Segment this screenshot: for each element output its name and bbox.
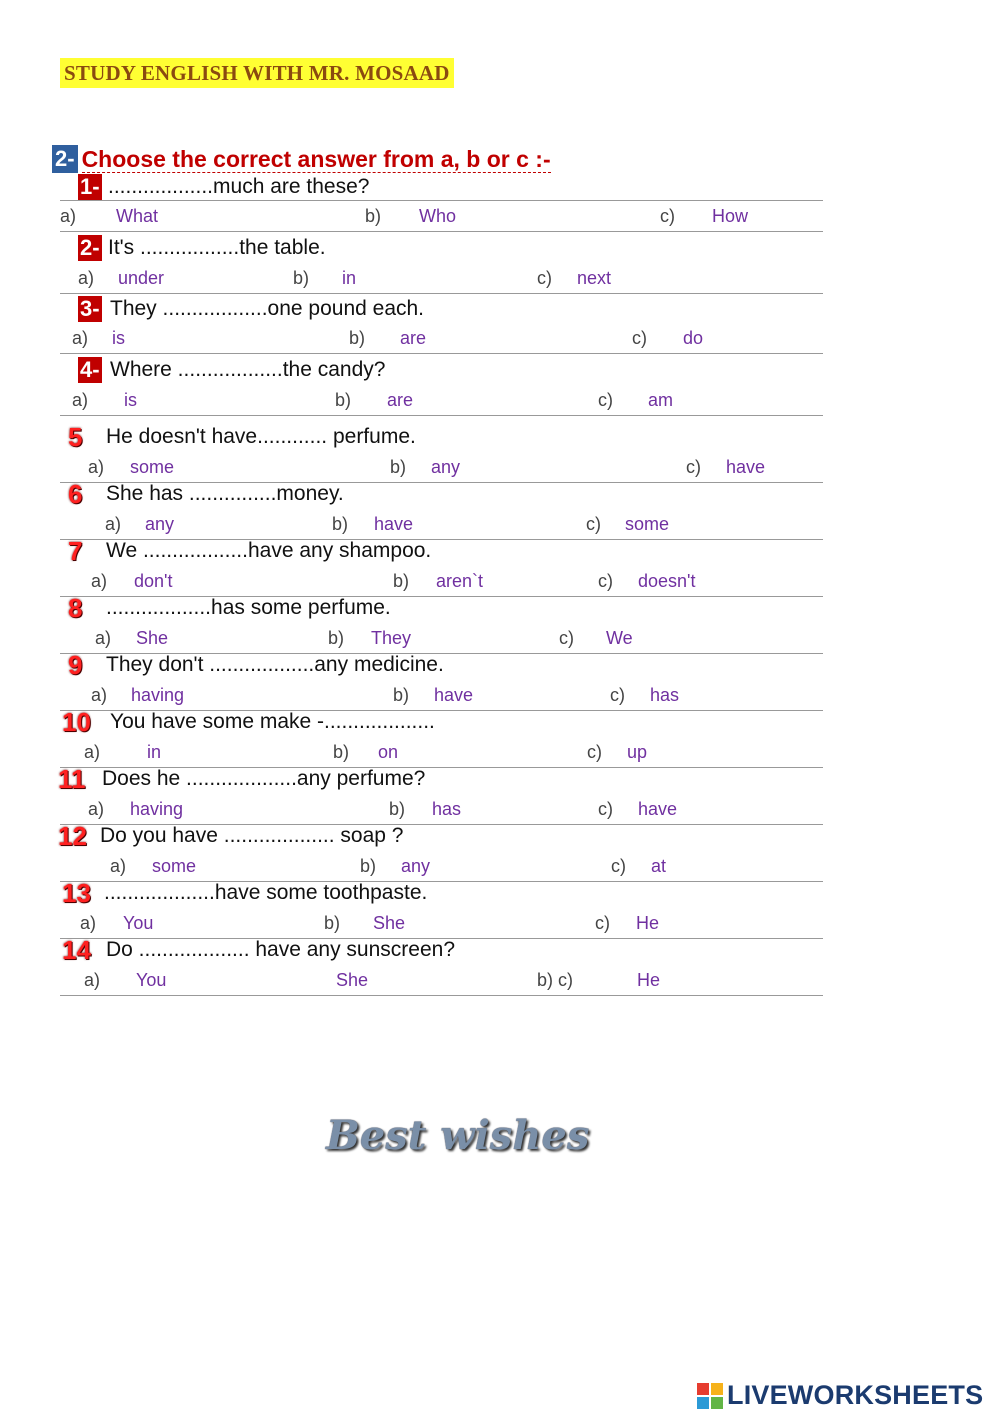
answer-option[interactable]: are — [387, 390, 414, 410]
option-letter: c) — [598, 799, 613, 819]
question-text: He doesn't have............ perfume. — [106, 425, 416, 448]
question-5 — [60, 422, 820, 452]
answer-option[interactable]: on — [378, 742, 399, 762]
question-2 — [60, 233, 820, 263]
answer-option[interactable]: She — [373, 913, 406, 933]
question-number-badge: 9 — [68, 650, 83, 680]
answer-option[interactable]: do — [683, 328, 704, 348]
answer-option[interactable]: He — [637, 970, 661, 990]
question-12 — [60, 821, 820, 851]
option-letter: a) — [95, 628, 112, 648]
option-letter: b) c) — [537, 970, 573, 990]
answer-option[interactable]: have — [726, 457, 766, 477]
option-letter: b) — [328, 628, 345, 648]
answer-option[interactable]: has — [650, 685, 680, 705]
option-letter: b) — [360, 856, 377, 876]
answer-options-row — [60, 323, 823, 354]
answer-option[interactable]: under — [118, 268, 165, 288]
option-letter: b) — [333, 742, 350, 762]
question-8 — [60, 593, 820, 623]
question-text: You have some make -................... — [110, 710, 435, 733]
option-letter: a) — [72, 328, 89, 348]
option-letter: c) — [660, 206, 675, 226]
option-letter: c) — [611, 856, 626, 876]
section-title — [52, 144, 551, 174]
liveworksheets-logo — [697, 1380, 983, 1411]
answer-option[interactable]: having — [130, 799, 184, 819]
best-wishes-logo: Best wishes — [326, 1112, 590, 1159]
answer-option[interactable]: They — [371, 628, 412, 648]
answer-option[interactable]: at — [651, 856, 667, 876]
option-letter: c) — [632, 328, 647, 348]
option-letter: b) — [324, 913, 341, 933]
question-text: Where ..................the candy? — [110, 358, 386, 381]
option-letter: b) — [332, 514, 349, 534]
option-letter: b) — [335, 390, 352, 410]
answer-option[interactable]: any — [401, 856, 431, 876]
answer-options-row — [60, 385, 823, 416]
option-letter: a) — [110, 856, 127, 876]
answer-option[interactable]: up — [627, 742, 648, 762]
question-number-badge: 2- — [80, 235, 100, 260]
answer-option[interactable]: don't — [134, 571, 173, 591]
option-letter: b) — [365, 206, 382, 226]
answer-option[interactable]: How — [712, 206, 749, 226]
answer-option[interactable]: You — [123, 913, 154, 933]
question-1 — [60, 172, 820, 202]
answer-option[interactable]: am — [648, 390, 674, 410]
answer-option[interactable]: has — [432, 799, 462, 819]
option-letter: a) — [91, 685, 108, 705]
liveworksheets-logo-icon — [697, 1383, 723, 1409]
option-letter: b) — [393, 571, 410, 591]
answer-options-row — [60, 263, 823, 294]
option-letter: c) — [586, 514, 601, 534]
answer-option[interactable]: doesn't — [638, 571, 696, 591]
question-6 — [60, 479, 820, 509]
option-letter: c) — [587, 742, 602, 762]
option-letter: a) — [88, 457, 105, 477]
answer-option[interactable]: any — [431, 457, 461, 477]
answer-option[interactable]: is — [112, 328, 125, 348]
question-number-badge: 1- — [80, 174, 100, 199]
answer-option[interactable]: have — [638, 799, 678, 819]
question-number-badge: 10 — [62, 707, 91, 737]
question-text: Does he ...................any perfume? — [102, 767, 426, 790]
option-letter: a) — [78, 268, 95, 288]
question-text: ..................much are these? — [108, 175, 370, 198]
question-11 — [60, 764, 820, 794]
question-text: Do ................... have any sunscreen? — [106, 938, 456, 961]
question-number-badge: 11 — [58, 764, 86, 794]
option-letter: b) — [349, 328, 366, 348]
question-3 — [60, 294, 820, 324]
question-text: Do you have ................... soap ? — [100, 824, 404, 847]
answer-option[interactable]: What — [116, 206, 159, 226]
answer-option[interactable]: We — [606, 628, 633, 648]
question-number-badge: 4- — [80, 357, 100, 382]
option-letter: a) — [88, 799, 105, 819]
question-text: She has ...............money. — [106, 482, 344, 505]
question-number-badge: 5 — [68, 422, 83, 452]
question-10 — [60, 707, 820, 737]
page-header-title: STUDY ENGLISH WITH MR. MOSAAD — [60, 58, 454, 88]
option-letter: c) — [598, 390, 613, 410]
answer-option[interactable]: are — [400, 328, 427, 348]
answer-option[interactable]: She — [336, 970, 369, 990]
liveworksheets-brand-text: LIVEWORKSHEETS — [727, 1380, 984, 1410]
question-4 — [60, 355, 820, 385]
question-number-badge: 8 — [68, 593, 83, 623]
question-9 — [60, 650, 820, 680]
answer-option[interactable]: some — [130, 457, 175, 477]
answer-option[interactable]: in — [147, 742, 162, 762]
answer-options-row — [60, 965, 823, 996]
question-text: They don't ..................any medicine. — [106, 653, 444, 676]
option-letter: c) — [595, 913, 610, 933]
answer-option[interactable]: some — [625, 514, 670, 534]
question-13 — [60, 878, 820, 908]
option-letter: c) — [610, 685, 625, 705]
question-text: We ..................have any shampoo. — [106, 539, 432, 562]
answer-option[interactable]: She — [136, 628, 169, 648]
option-letter: a) — [60, 206, 77, 226]
answer-option[interactable]: have — [434, 685, 474, 705]
answer-option[interactable]: any — [145, 514, 175, 534]
answer-option[interactable]: He — [636, 913, 660, 933]
option-letter: b) — [389, 799, 406, 819]
question-text: ...................have some toothpaste. — [104, 881, 428, 904]
answer-option[interactable]: You — [136, 970, 167, 990]
question-number-badge: 13 — [62, 878, 91, 908]
option-letter: a) — [91, 571, 108, 591]
option-letter: c) — [537, 268, 552, 288]
answer-option[interactable]: some — [152, 856, 197, 876]
question-7 — [60, 536, 820, 566]
answer-option[interactable]: Who — [419, 206, 457, 226]
option-letter: b) — [293, 268, 310, 288]
option-letter: b) — [390, 457, 407, 477]
question-text: ..................has some perfume. — [106, 596, 391, 619]
option-letter: a) — [84, 742, 101, 762]
question-14 — [60, 935, 820, 965]
question-number-badge: 14 — [62, 935, 91, 965]
question-number-badge: 6 — [68, 479, 83, 509]
option-letter: b) — [393, 685, 410, 705]
question-number-badge: 7 — [68, 536, 83, 566]
option-letter: c) — [559, 628, 574, 648]
answer-options-row — [60, 200, 823, 232]
option-letter: c) — [598, 571, 613, 591]
answer-option[interactable]: having — [131, 685, 185, 705]
answer-option[interactable]: have — [374, 514, 414, 534]
section-number: 2- — [52, 145, 78, 173]
section-instruction: Choose the correct answer from a, b or c :- — [81, 145, 551, 172]
option-letter: a) — [105, 514, 122, 534]
answer-option[interactable]: next — [577, 268, 612, 288]
option-letter: a) — [80, 913, 97, 933]
question-number-badge: 12 — [58, 821, 87, 851]
answer-option[interactable]: aren`t — [436, 571, 484, 591]
question-number-badge: 3- — [80, 296, 100, 321]
question-text: They ..................one pound each. — [110, 297, 425, 320]
answer-option[interactable]: is — [124, 390, 137, 410]
answer-option[interactable]: in — [342, 268, 357, 288]
option-letter: c) — [686, 457, 701, 477]
question-text: It's .................the table. — [108, 236, 326, 259]
option-letter: a) — [84, 970, 101, 990]
option-letter: a) — [72, 390, 89, 410]
